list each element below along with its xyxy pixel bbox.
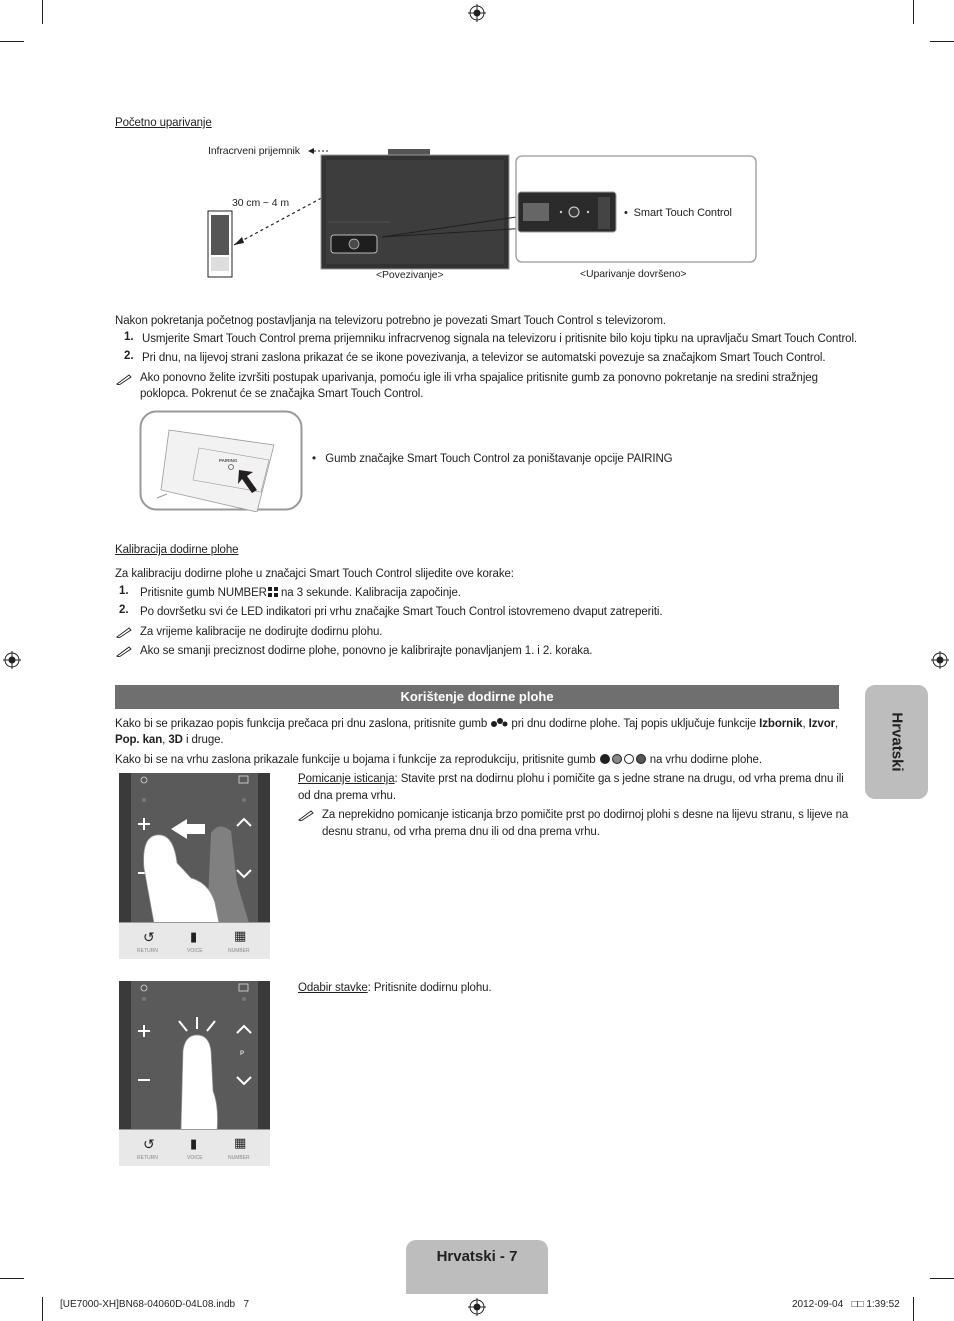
shortcut-dots-icon	[490, 717, 508, 728]
move-text: : Stavite prst na dodirnu plohu i pomičite ga s jedne strane na drugu, od vrha prema dnu ili	[394, 773, 844, 785]
footer-file-info: [UE7000-XH]BN68-04060D-04L08.indb 7	[60, 1299, 250, 1310]
calibration-intro: Za kalibraciju dodirne plohe u značajci Smart Touch Control slijedite ove korake:	[115, 568, 514, 580]
color-dot-icon	[612, 754, 622, 764]
number-grid-icon	[268, 587, 278, 597]
step-text: na 3 sekunde. Kalibracija započinje.	[277, 587, 461, 599]
calibration-step-1	[140, 585, 461, 601]
number-keyword: NUMBER	[217, 587, 267, 599]
p1-text: i druge.	[182, 734, 224, 746]
language-side-tab	[865, 685, 928, 799]
page-number-tab	[406, 1240, 548, 1294]
p1-sep: ,	[802, 718, 809, 730]
bullet-pairing: • Gumb značajke Smart Touch Control za poništavanje opcije PAIRING	[312, 453, 673, 465]
color-dot-icon	[624, 754, 634, 764]
crop-mark	[930, 41, 954, 42]
note-pencil-icon	[116, 626, 132, 638]
bullet-text: Smart Touch Control	[633, 207, 732, 219]
note-pencil-icon	[116, 645, 132, 657]
color-dot-icon	[600, 754, 610, 764]
crop-mark	[930, 1278, 954, 1279]
calibration-step-2: Po dovršetku svi će LED indikatori pri vrhu značajke Smart Touch Control istovremeno dvaput zatreperiti.	[140, 606, 663, 618]
touchpad-paragraph-2	[115, 752, 762, 768]
step-text: Pri dnu, na lijevoj strani zaslona prikazat će se ikone povezivanja, a televizor se automatski povezuje sa značajkom Smart Touch Control.	[142, 352, 826, 364]
return-icon[interactable]: ↺	[143, 929, 155, 945]
note-text: Ako ponovno želite izvršiti postupak uparivanja, pomoću igle ili vrha spajalice pritisnite gumb za ponovno pokretanje na sredini stražnjeg	[140, 372, 818, 384]
note-text: Ako se smanji preciznost dodirne plohe, ponovno je kalibrirajte ponavljanjem 1. i 2. koraka.	[140, 645, 593, 657]
step-text: Pritisnite gumb	[140, 587, 218, 599]
return-label: RETURN	[137, 948, 158, 954]
touchpad-swipe-graphic	[119, 773, 270, 923]
note-text: poklopca. Pokrenut će se značajka Smart Touch Control.	[140, 388, 424, 400]
ir-receiver-label: Infracrveni prijemnik	[208, 145, 300, 157]
touchpad-press-graphic	[119, 981, 270, 1131]
voice-label: VOICE	[187, 1155, 203, 1161]
section-heading-calibration: Kalibracija dodirne plohe	[115, 544, 239, 556]
crop-mark	[0, 41, 24, 42]
step-number: 2.	[124, 350, 134, 362]
section-heading-pairing: Početno uparivanje	[115, 117, 212, 129]
p1-text: Kako bi se prikazao popis funkcija prečaca pri dnu zaslona, pritisnite gumb	[115, 718, 491, 730]
touchpad-bottom-buttons	[119, 922, 270, 959]
distance-label: 30 cm ~ 4 m	[232, 197, 289, 209]
p2-text: Kako bi se na vrhu zaslona prikazale funkcije u bojama i funkcije za reprodukciju, pritisnite gumb	[115, 754, 599, 766]
language-tab-label: Hrvatski	[888, 712, 905, 772]
note-text: Za neprekidno pomicanje isticanja brzo pomičite prst po dodirnoj plohi s desne na lijevu stranu, s lijeve na	[322, 809, 849, 821]
color-dot-icon	[636, 754, 646, 764]
crop-mark	[0, 1278, 24, 1279]
return-icon[interactable]: ↺	[143, 1136, 155, 1152]
caption-connecting: <Povezivanje>	[376, 269, 444, 281]
step-number: 1.	[119, 585, 129, 597]
move-highlight-text	[298, 771, 844, 787]
step-text: Usmjerite Smart Touch Control prema prijemniku infracrvenog signala na televizoru i pritisnite bilo koju tipku na upravljaču Smart Touch Control.	[142, 333, 858, 345]
touchpad-illustration-press	[119, 981, 270, 1166]
note-pencil-icon	[298, 809, 314, 821]
footer-date: 2012-09-04 □□ 1:39:52	[792, 1299, 900, 1310]
return-label: RETURN	[137, 1155, 158, 1161]
select-item-text	[298, 980, 492, 996]
step-number: 1.	[124, 331, 134, 343]
bullet-smart-touch-control: • Smart Touch Control	[624, 207, 732, 219]
note-text: Za vrijeme kalibracije ne dodirujte dodirnu plohu.	[140, 626, 383, 638]
move-title: Pomicanje isticanja	[298, 773, 395, 785]
intro-paragraph: Nakon pokretanja početnog postavljanja na televizoru potrebno je povezati Smart Touch Control s televizorom.	[115, 315, 666, 327]
select-text: : Pritisnite dodirnu plohu.	[367, 982, 492, 994]
crop-mark	[42, 1297, 43, 1321]
registration-mark-icon	[931, 651, 949, 669]
microphone-icon[interactable]: ▮	[190, 929, 198, 944]
section-bar-touchpad: Korištenje dodirne plohe	[115, 685, 839, 709]
move-highlight-text-2: od dna prema vrhu.	[298, 790, 396, 802]
pairing-bold: PAIRING	[626, 453, 673, 465]
microphone-icon[interactable]: ▮	[190, 1136, 198, 1151]
p-label: P	[240, 1051, 245, 1057]
touchpad-illustration-swipe	[119, 773, 270, 959]
voice-label: VOICE	[187, 948, 203, 954]
registration-mark-icon	[468, 4, 486, 22]
note-pencil-icon	[116, 373, 132, 385]
p1-keyword: Izvor	[808, 718, 836, 730]
note-text: desnu stranu, od vrha prema dnu ili od dna prema vrhu.	[322, 826, 600, 838]
crop-mark	[42, 0, 43, 24]
number-label: NUMBER	[228, 1155, 250, 1161]
p1-keyword: Pop. kan	[115, 734, 163, 746]
crop-mark	[913, 0, 914, 24]
touchpad-bottom-buttons	[119, 1129, 270, 1166]
pairing-text: Gumb značajke Smart Touch Control za poništavanje opcije	[325, 453, 627, 465]
touchpad-paragraph-1	[115, 716, 839, 748]
number-grid-icon[interactable]: ▦	[234, 1135, 247, 1150]
p1-keyword: 3D	[168, 734, 183, 746]
p1-text: pri dnu dodirne plohe. Taj popis uključuje funkcije	[508, 718, 760, 730]
select-title: Odabir stavke	[298, 982, 368, 994]
page-number: Hrvatski - 7	[436, 1248, 518, 1265]
p2-text: na vrhu dodirne plohe.	[646, 754, 762, 766]
p1-sep: ,	[162, 734, 169, 746]
registration-mark-icon	[3, 651, 21, 669]
number-label: NUMBER	[228, 948, 250, 954]
p1-keyword: Izbornik	[759, 718, 803, 730]
pairing-label: PAIRING	[219, 458, 238, 463]
caption-pairing-done: <Uparivanje dovršeno>	[580, 268, 687, 280]
step-number: 2.	[119, 604, 129, 616]
registration-mark-icon	[468, 1298, 486, 1316]
number-grid-icon[interactable]: ▦	[234, 928, 247, 943]
p1-sep: ,	[835, 718, 839, 730]
crop-mark	[913, 1297, 914, 1321]
